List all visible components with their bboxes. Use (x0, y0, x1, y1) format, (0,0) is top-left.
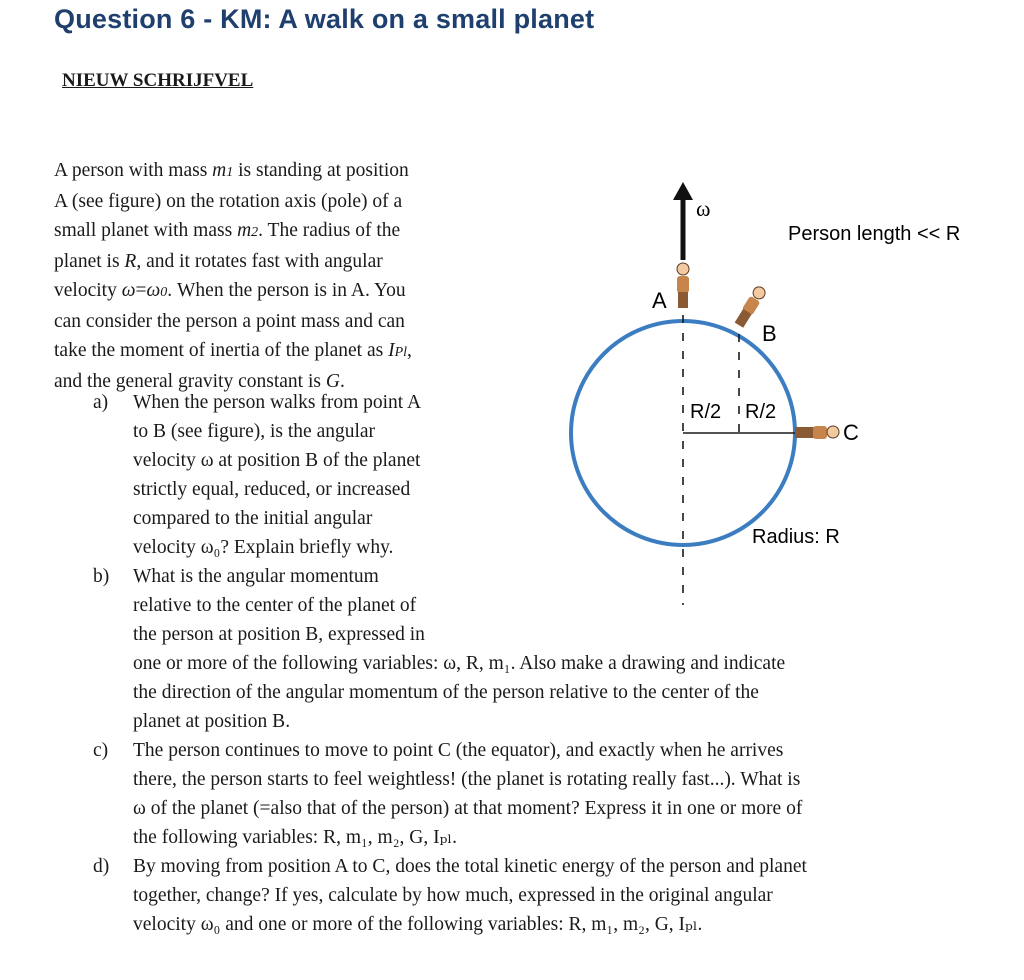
label-b: B (762, 321, 777, 346)
page-subtitle: NIEUW SCHRIJFVEL (62, 70, 254, 91)
omega-label: ω (696, 196, 711, 221)
half-radius-left-label: R/2 (690, 401, 722, 423)
intro-line: take the moment of inertia of the planet as IPl, (54, 340, 412, 361)
question-line: What is the angular momentum (133, 566, 379, 587)
question-line: When the person walks from point A (133, 392, 422, 413)
question-line: velocity ω₀ and one or more of the following variables: R, m₁, m₂, G, Iₚₗ. (133, 914, 703, 935)
intro-line: and the general gravity constant is G. (54, 371, 345, 392)
label-a: A (652, 288, 667, 313)
person-c (795, 426, 839, 439)
intro-line: can consider the person a point mass and can (54, 311, 405, 332)
intro-line: A person with mass m1 is standing at position (54, 160, 409, 181)
intro-paragraph (54, 156, 524, 396)
question-line: the direction of the angular momentum of the person relative to the center of the (133, 682, 759, 703)
intro-line: A (see figure) on the rotation axis (pole) of a (54, 191, 403, 212)
question-line: the following variables: R, m₁, m₂, G, Iₚₗ. (133, 827, 457, 848)
question-line: ω of the planet (=also that of the person) at that moment? Express it in one or more of (133, 798, 803, 819)
omega-arrow-head (673, 182, 693, 200)
question-line: The person continues to move to point C (the equator), and exactly when he arrives (133, 740, 784, 761)
radius-note: Radius: R (752, 526, 840, 548)
question-line: relative to the center of the planet of (133, 595, 417, 616)
question-marker: c) (93, 740, 109, 761)
intro-line: small planet with mass m2. The radius of the (54, 220, 401, 241)
planet-figure (560, 170, 1020, 620)
question-line: velocity ω at position B of the planet (133, 450, 421, 471)
question-line: compared to the initial angular (133, 508, 373, 529)
question-line: velocity ω₀? Explain briefly why. (133, 537, 394, 558)
question-line: planet at position B. (133, 711, 291, 732)
question-marker: a) (93, 392, 109, 413)
question-line: the person at position B, expressed in (133, 624, 425, 645)
question-line: together, change? If yes, calculate by how much, expressed in the original angular (133, 885, 773, 906)
question-line: strictly equal, reduced, or increased (133, 479, 411, 500)
person-a (677, 263, 689, 308)
question-marker: b) (93, 566, 110, 587)
question-line: one or more of the following variables: ω, R, m₁. Also make a drawing and indicate (133, 653, 786, 674)
question-marker: d) (93, 856, 110, 877)
person-length-note: Person length << R (788, 223, 961, 245)
question-line: to B (see figure), is the angular (133, 421, 376, 442)
question-line: there, the person starts to feel weightless! (the planet is rotating really fast...). What is (133, 769, 801, 790)
question-line: By moving from position A to C, does the total kinetic energy of the person and planet (133, 856, 807, 877)
intro-line: planet is R, and it rotates fast with angular (54, 251, 383, 272)
page-title: Question 6 - KM: A walk on a small planet (54, 4, 595, 34)
label-c: C (843, 420, 859, 445)
intro-line: velocity ω=ω0. When the person is in A. You (54, 280, 406, 301)
half-radius-right-label: R/2 (745, 401, 777, 423)
